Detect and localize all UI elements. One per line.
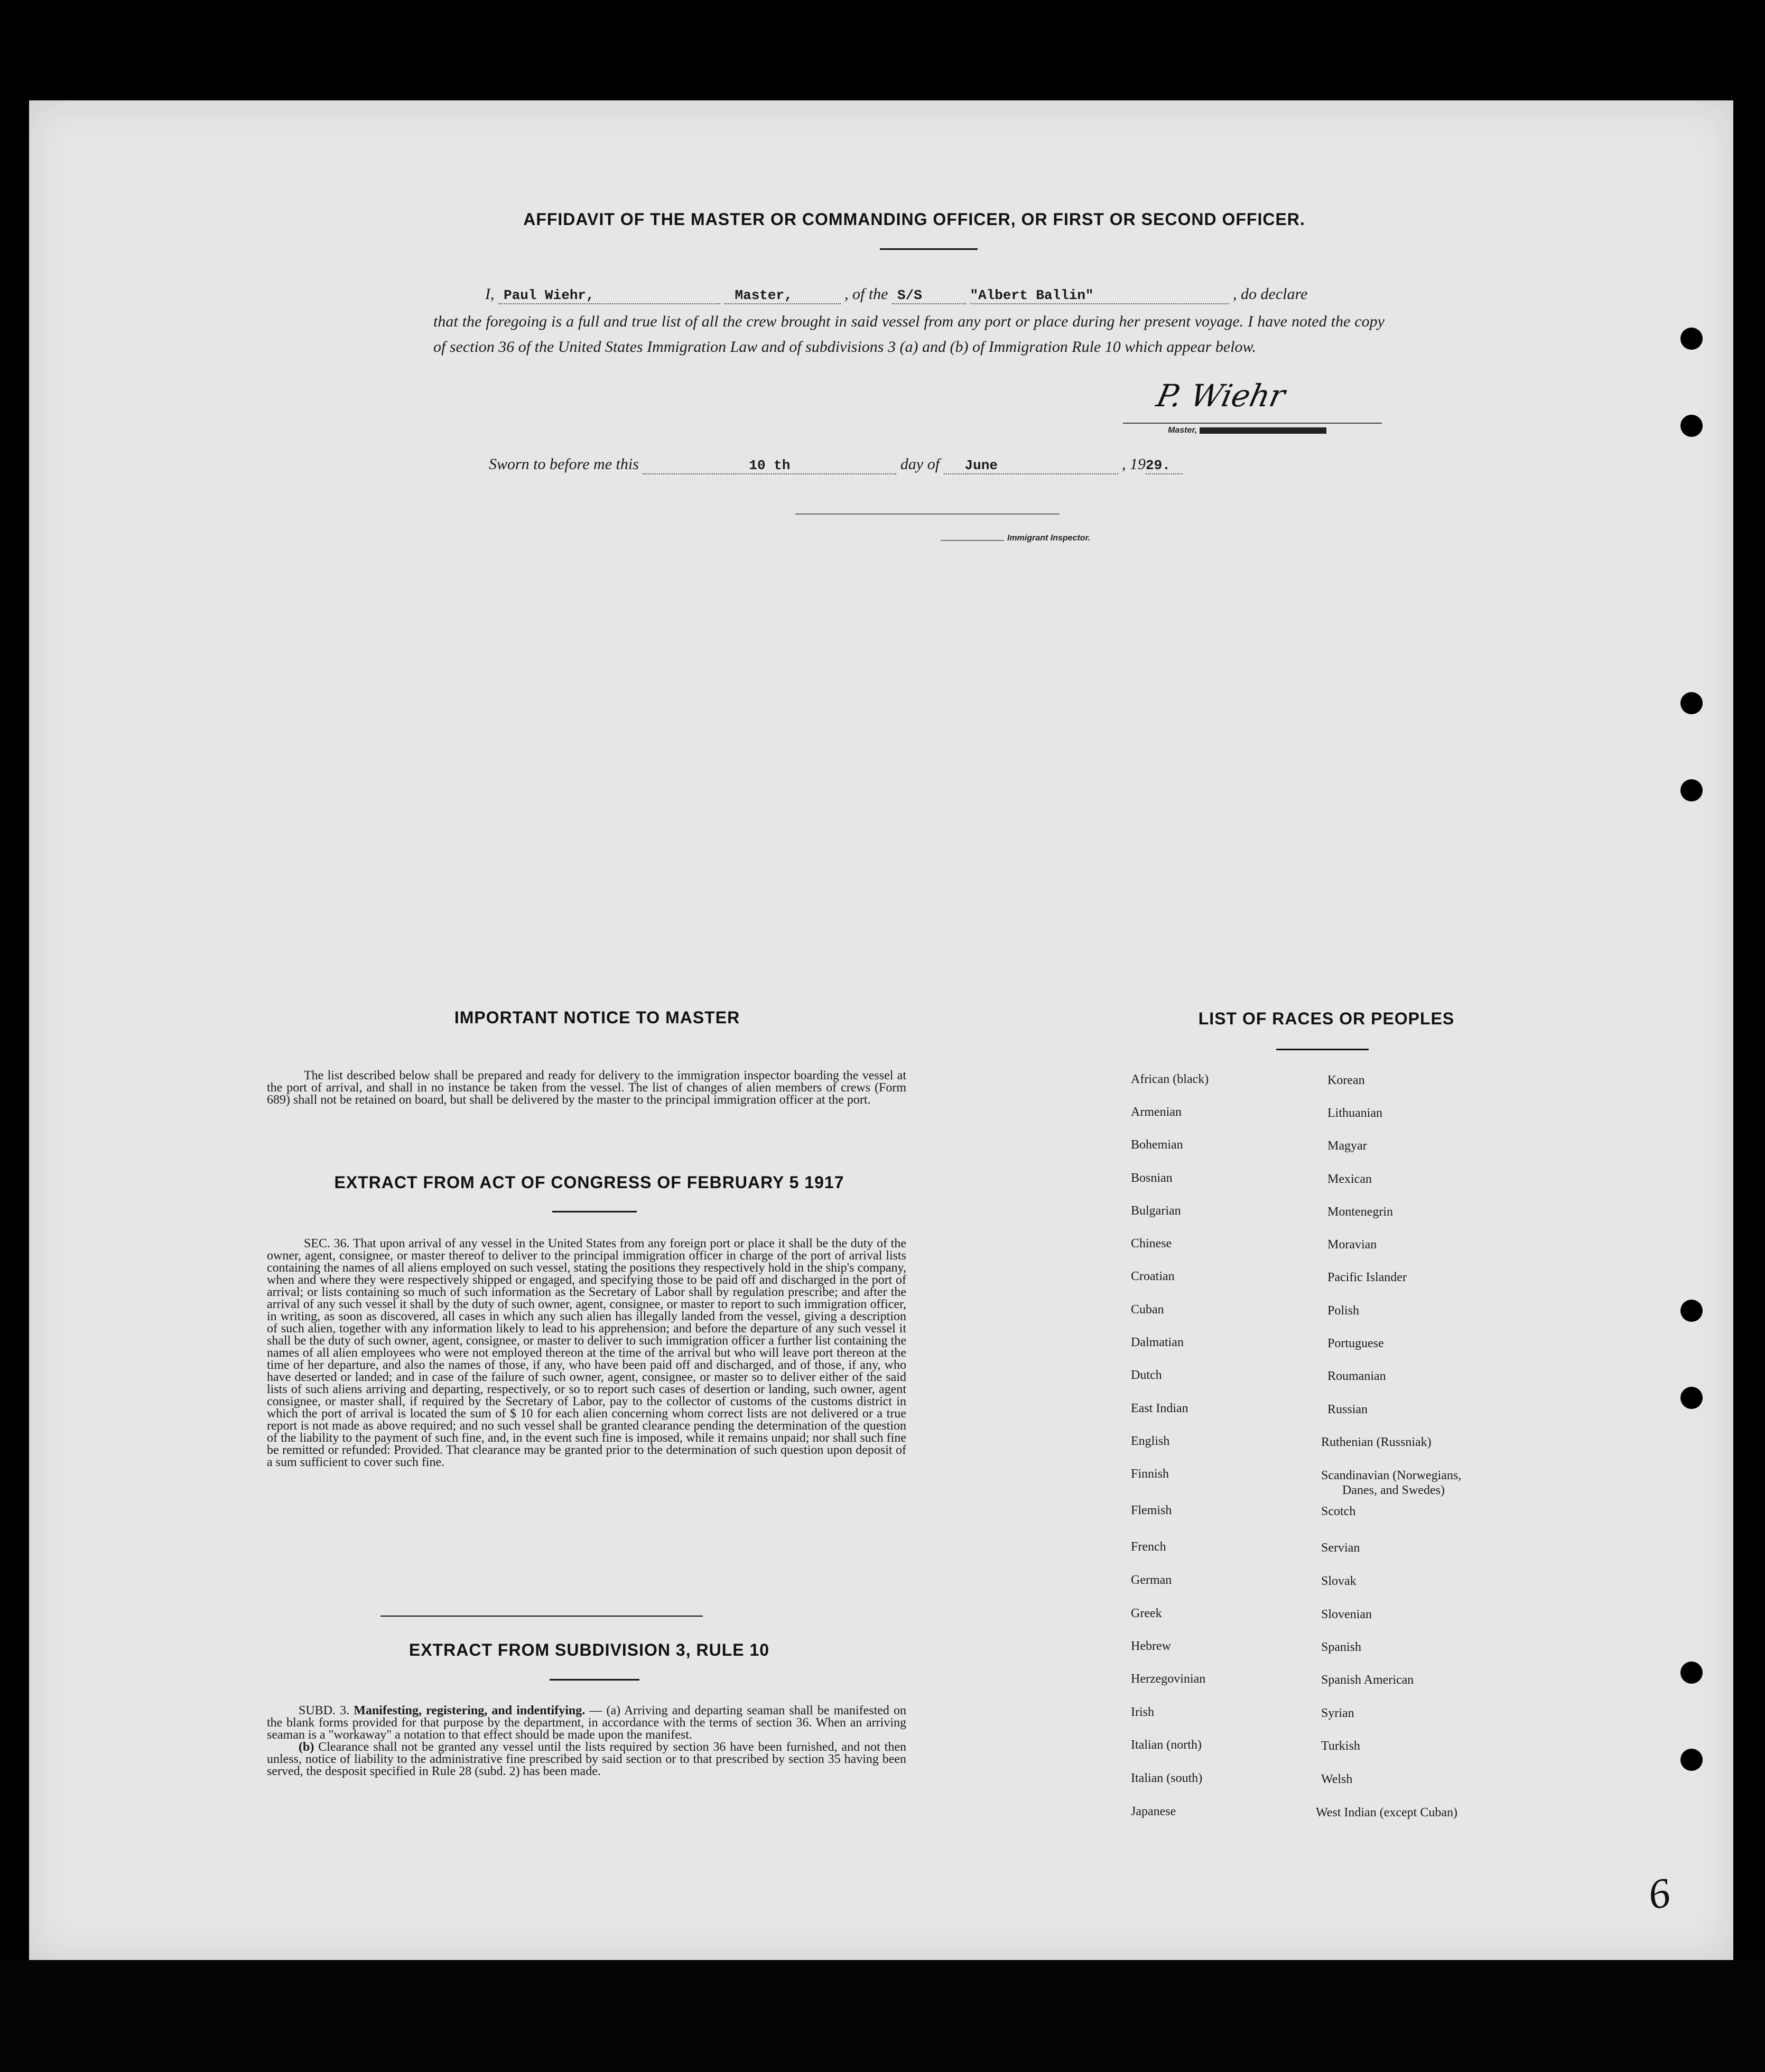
- race-item: German: [1131, 1573, 1172, 1587]
- act-text: SEC. 36. That upon arrival of any vessel in the United States from any foreign port or place it shall be the duty of the owner, agent, consignee, or master thereof to deliver to the principal immigration officer in charge of the port of arrival lists containing the names of all aliens employed on such vessel, stating the positions they respectively hold in the ship's company, when and where they were respectively shipped or engaged, and specifying those to be paid off and discharged in the port of arrival; or lists containing so much of such information as the Secretary of Labor shall by regulation prescribe; and after the arrival of any such vessel it shall by the duty of such owner, agent, consignee, or master to report to such immigration officer, in writing, as soon as discovered, all cases in which any such alien has illegally landed from the vessel, giving a description of such alien, together with any information likely to lead to his apprehension; and before the departure of any such vessel it shall be the duty of such owner, agent, consignee, or master to deliver to such immigration officer a further list containing the names of all alien employees who were not employed thereon at the time of the arrival but who will leave port thereon at the time of her departure, and also the names of those, if any, who have been paid off and discharged, and of those, if any, who have deserted or landed; and in case of the failure of such owner, agent, consignee, or master so to deliver either of the said lists of such aliens arriving and departing, respectively, or so to report such cases of desertion or landing, such owner, agent consignee, or master shall, if required by the Secretary of Labor, pay to the collector of customs of the customs district in which the port of arrival is located the sum of $ 10 for each alien concerning whom correct lists are not delivered or a true report is not made as above required; and no such vessel shall be granted clearance pending the determination of the question of the liability to the payment of such fine, and, in the event such fine is imposed, while it remains unpaid; nor shall such fine be remitted or refunded: Provided. That clearance may be granted prior to the determination of such question upon deposit of a sum sufficient to cover such fine.: [267, 1237, 906, 1469]
- rule10-heading: EXTRACT FROM SUBDIVISION 3, RULE 10: [408, 1640, 770, 1659]
- race-item: Ruthenian (Russniak): [1321, 1435, 1432, 1449]
- race-item: Polish: [1327, 1304, 1360, 1318]
- race-item: Magyar: [1327, 1139, 1367, 1153]
- inspector-line-1: [795, 514, 1060, 515]
- race-item: Spanish American: [1321, 1673, 1414, 1687]
- race-item: Servian: [1321, 1541, 1360, 1555]
- race-item: Italian (south): [1131, 1771, 1203, 1785]
- subd-b-label: (b): [299, 1740, 314, 1754]
- struck-text: [1200, 427, 1326, 434]
- races-rule: [1276, 1049, 1369, 1050]
- intro-i: I,: [485, 285, 495, 303]
- race-item: Slovenian: [1321, 1608, 1372, 1621]
- race-item: Slovak: [1321, 1574, 1357, 1588]
- master-signature: P. Wiehr: [1153, 378, 1288, 414]
- master-position: Master,: [724, 287, 841, 304]
- race-item: Italian (north): [1131, 1738, 1202, 1752]
- punch-hole: [1680, 1300, 1703, 1322]
- subd-b-text: Clearance shall not be granted any vessel until the lists required by section 36 have been furnished, and not then unless, notice of liability to the administrative fine prescribed by said section or to that prescribed by section 35 having been served, the desposit specified in Rule 28 (subd. 2) has been made.: [267, 1740, 906, 1778]
- race-item: Chinese: [1131, 1237, 1172, 1250]
- inspector-line-2: [941, 540, 1004, 541]
- race-item: East Indian: [1131, 1402, 1188, 1415]
- race-item: Armenian: [1131, 1105, 1182, 1119]
- subd-a-text: — (a) Arriving and departing seaman shall be manifested on the blank forms provided for that purpose by the department, in accordance with the terms of section 36. When an arriving seaman is a "workaway" a notation to that effect should be made upon the manifest.: [267, 1704, 907, 1742]
- race-item: Portuguese: [1327, 1337, 1384, 1350]
- race-item: Pacific Islander: [1327, 1271, 1407, 1284]
- subd-b: [267, 1741, 906, 1778]
- race-item: Danes, and Swedes): [1342, 1483, 1445, 1497]
- race-item: Finnish: [1131, 1467, 1169, 1481]
- master-name: Paul Wiehr,: [498, 287, 720, 304]
- film-edge: [0, 1960, 1765, 2072]
- race-item: Welsh: [1321, 1772, 1353, 1786]
- punch-hole: [1680, 1749, 1703, 1771]
- document-page: [29, 100, 1733, 1960]
- race-item: Moravian: [1327, 1238, 1377, 1252]
- affidavit-rule: [880, 248, 978, 250]
- race-item: African (black): [1131, 1072, 1209, 1086]
- race-item: Flemish: [1131, 1504, 1172, 1517]
- vessel-name: "Albert Ballin": [970, 287, 1229, 304]
- race-item: Scandinavian (Norwegians,: [1321, 1469, 1462, 1482]
- punch-hole: [1680, 1387, 1703, 1409]
- races-heading: LIST OF RACES OR PEOPLES: [1198, 1009, 1455, 1028]
- signature-caption-text: Master,: [1168, 426, 1200, 435]
- signature-line: [1123, 423, 1382, 424]
- race-item: Lithuanian: [1327, 1106, 1382, 1120]
- signature-caption: [1168, 426, 1326, 435]
- race-item: Scotch: [1321, 1505, 1356, 1518]
- sworn-year: 29.: [1146, 458, 1183, 474]
- affidavit-first-line: [485, 285, 1307, 304]
- subd-a-label: SUBD. 3.: [299, 1704, 350, 1718]
- race-item: English: [1131, 1434, 1170, 1448]
- rule10-rule: [550, 1679, 639, 1681]
- race-item: Japanese: [1131, 1805, 1176, 1818]
- of-the-label: , of the: [844, 285, 888, 303]
- punch-hole: [1680, 328, 1703, 350]
- rule10-text: [267, 1705, 906, 1778]
- act-end-rule: [380, 1616, 703, 1617]
- race-item: Bohemian: [1131, 1138, 1183, 1152]
- affidavit-heading: AFFIDAVIT OF THE MASTER OR COMMANDING OFFICER, OR FIRST OR SECOND OFFICER.: [523, 210, 1305, 229]
- race-item: Dalmatian: [1131, 1336, 1184, 1349]
- race-item: Korean: [1327, 1074, 1365, 1087]
- race-item: Bosnian: [1131, 1171, 1173, 1185]
- race-item: Syrian: [1321, 1706, 1354, 1720]
- sworn-prefix: Sworn to before me this: [489, 455, 639, 473]
- race-item: Spanish: [1321, 1640, 1362, 1654]
- punch-hole: [1680, 779, 1703, 801]
- race-item: Greek: [1131, 1607, 1162, 1620]
- vessel-prefix: S/S: [892, 287, 966, 304]
- notice-heading: IMPORTANT NOTICE TO MASTER: [454, 1008, 740, 1027]
- subd-a: [267, 1705, 906, 1741]
- race-item: Bulgarian: [1131, 1204, 1181, 1218]
- subd-a-title: Manifesting, registering, and indentifying.: [354, 1704, 586, 1718]
- race-item: Mexican: [1327, 1172, 1372, 1186]
- inspector-caption: Immigrant Inspector.: [1007, 534, 1091, 543]
- race-item: Hebrew: [1131, 1639, 1171, 1653]
- race-item: Irish: [1131, 1705, 1154, 1719]
- punch-hole: [1680, 1662, 1703, 1684]
- race-item: Cuban: [1131, 1303, 1164, 1317]
- sworn-day: 10 th: [643, 458, 896, 474]
- race-item: French: [1131, 1540, 1166, 1554]
- race-item: Dutch: [1131, 1368, 1162, 1382]
- sworn-line: [489, 455, 1183, 474]
- race-item: West Indian (except Cuban): [1316, 1806, 1457, 1819]
- act-heading: EXTRACT FROM ACT OF CONGRESS OF FEBRUARY 5 1917: [334, 1173, 844, 1192]
- year-prefix: , 19: [1122, 455, 1146, 473]
- punch-hole: [1680, 692, 1703, 714]
- page-number: 6: [1645, 1869, 1674, 1919]
- affidavit-declaration: that the foregoing is a full and true list of all the crew brought in said vessel from any port or place during her present voyage. I have noted the copy of section 36 of the United States Immigration Law and of subdivisions 3 (a) and (b) of Immigration Rule 10 which appear below.: [433, 313, 1385, 356]
- race-item: Montenegrin: [1327, 1205, 1393, 1219]
- act-rule: [552, 1211, 637, 1212]
- sworn-month: June: [944, 458, 1118, 474]
- notice-text: The list described below shall be prepared and ready for delivery to the immigration inspector boarding the vessel at the port of arrival, and shall in no instance be taken from the vessel. The list of changes of alien members of crews (Form 689) shall not be retained on board, but shall be delivered by the master to the principal immigration officer at the port.: [267, 1069, 906, 1107]
- race-item: Croatian: [1131, 1270, 1175, 1283]
- do-declare-label: , do declare: [1233, 285, 1308, 303]
- day-of-label: day of: [900, 455, 940, 473]
- race-item: Turkish: [1321, 1739, 1360, 1753]
- race-item: Herzegovinian: [1131, 1672, 1206, 1686]
- race-item: Roumanian: [1327, 1369, 1386, 1383]
- race-item: Russian: [1327, 1403, 1368, 1416]
- punch-hole: [1680, 415, 1703, 437]
